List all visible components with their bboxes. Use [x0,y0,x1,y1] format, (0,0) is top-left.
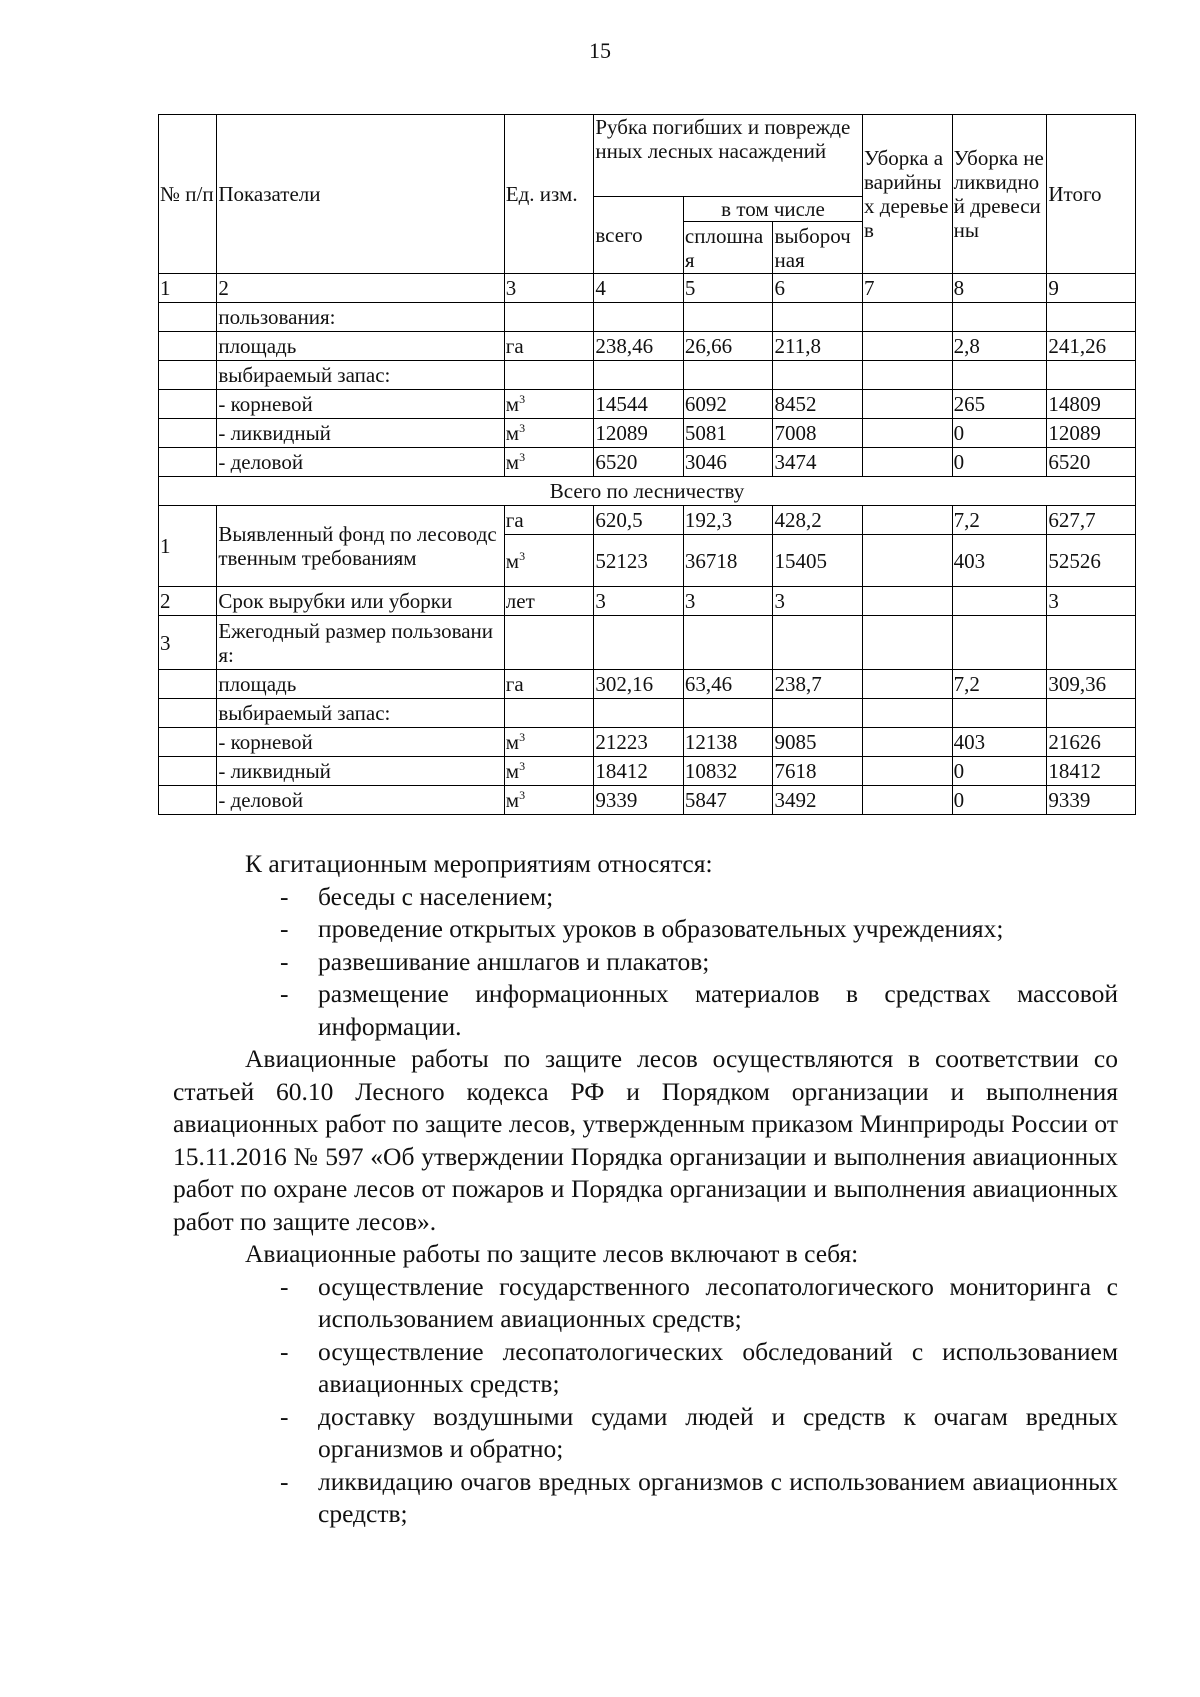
page-number: 15 [589,38,611,63]
unit-cell [504,448,594,477]
unit-exponent: 3 [519,450,526,464]
table-row [159,587,1136,616]
list-dash: - [280,1401,289,1431]
value-cell [863,786,953,815]
table-row [159,670,1136,699]
value-cell: 238,46 [594,332,684,361]
value-cell: 12089 [1047,419,1136,448]
list-item [173,913,1118,946]
table-row [159,303,1136,332]
row-number [159,303,217,332]
unit-text: м [505,730,520,754]
value-cell [683,303,773,332]
unit-cell [504,699,594,728]
value-cell: 403 [952,535,1047,587]
unit-text: лет [505,589,535,613]
value-cell [863,419,953,448]
value-cell [952,361,1047,390]
value-cell: 8452 [773,390,863,419]
table-row [159,757,1136,786]
list-dash: - [280,979,289,1008]
column-number: 7 [863,274,953,303]
value-cell [863,535,953,587]
value-cell: 12089 [594,419,684,448]
row-indicator: - ликвидный [217,757,504,786]
row-indicator: пользования: [217,303,504,332]
aviation-list [173,1271,1118,1531]
unit-cell [504,757,594,786]
value-cell [1047,616,1136,670]
list-item-text: осуществление государственного лесопатологического мониторинга с использованием авиационных средств; [318,1271,1118,1333]
value-cell: 21626 [1047,728,1136,757]
column-number: 1 [159,274,217,303]
unit-text: м [505,450,520,474]
value-cell [594,303,684,332]
list-item [173,1271,1118,1336]
value-cell [773,303,863,332]
value-cell: 14544 [594,390,684,419]
value-cell [863,506,953,535]
list-dash: - [280,946,289,976]
row-number [159,757,217,786]
header-emergency: Уборка аварийных деревьев [863,115,953,274]
row-number [159,361,217,390]
value-cell: 9085 [773,728,863,757]
unit-exponent: 3 [519,730,526,744]
row-number: 2 [159,587,217,616]
list-item [173,1401,1118,1466]
header-unit: Ед. изм. [504,115,594,274]
table-row [159,786,1136,815]
unit-text: м [505,421,520,445]
value-cell: 52123 [594,535,684,587]
value-cell: 10832 [683,757,773,786]
column-number: 5 [683,274,773,303]
value-cell [863,699,953,728]
value-cell [1047,699,1136,728]
list-dash: - [280,914,289,943]
value-cell: 15405 [773,535,863,587]
table-row [159,506,1136,535]
value-cell: 14809 [1047,390,1136,419]
header-num: № п/п [159,115,217,274]
unit-text: га [505,334,524,358]
value-cell: 0 [952,448,1047,477]
value-cell [1047,361,1136,390]
column-number: 4 [594,274,684,303]
value-cell: 6092 [683,390,773,419]
header-selective: выборочная [773,222,863,274]
value-cell: 620,5 [594,506,684,535]
value-cell: 6520 [1047,448,1136,477]
row-number [159,728,217,757]
value-cell: 7618 [773,757,863,786]
value-cell: 2,8 [952,332,1047,361]
unit-exponent: 3 [519,759,526,773]
value-cell: 12138 [683,728,773,757]
value-cell [594,699,684,728]
value-cell: 7,2 [952,506,1047,535]
list-item [173,1336,1118,1401]
value-cell: 36718 [683,535,773,587]
row-number: 1 [159,506,217,587]
unit-text: м [505,759,520,783]
unit-cell [504,332,594,361]
value-cell [863,448,953,477]
unit-cell [504,587,594,616]
value-cell [683,699,773,728]
table-row [159,390,1136,419]
column-number: 9 [1047,274,1136,303]
row-indicator: - корневой [217,728,504,757]
value-cell [1047,303,1136,332]
value-cell: 627,7 [1047,506,1136,535]
table-row [159,361,1136,390]
value-cell: 5081 [683,419,773,448]
row-indicator: Ежегодный размер пользования: [217,616,504,670]
unit-text: га [505,672,524,696]
value-cell: 3 [683,587,773,616]
value-cell: 0 [952,757,1047,786]
forest-protection-table [158,114,1136,815]
table-row [159,728,1136,757]
row-indicator: - деловой [217,786,504,815]
value-cell: 3 [1047,587,1136,616]
table-row [159,448,1136,477]
value-cell: 302,16 [594,670,684,699]
unit-cell [504,506,594,535]
row-number [159,699,217,728]
value-cell [594,616,684,670]
row-indicator: - ликвидный [217,419,504,448]
unit-text: м [505,548,520,573]
value-cell: 0 [952,419,1047,448]
table-row [159,332,1136,361]
value-cell [773,616,863,670]
header-cutting: Рубка погибших и поврежденных лесных насаждений [594,115,863,197]
value-cell [952,303,1047,332]
unit-exponent: 3 [519,548,526,563]
value-cell [773,361,863,390]
value-cell: 403 [952,728,1047,757]
unit-cell [504,303,594,332]
value-cell: 241,26 [1047,332,1136,361]
value-cell [863,390,953,419]
unit-cell [504,361,594,390]
row-number [159,448,217,477]
value-cell: 211,8 [773,332,863,361]
row-number: 3 [159,616,217,670]
value-cell: 3474 [773,448,863,477]
value-cell: 3 [594,587,684,616]
aviation-intro: Авиационные работы по защите лесов включают в себя: [245,1239,859,1268]
value-cell: 265 [952,390,1047,419]
value-cell [863,616,953,670]
row-number [159,419,217,448]
value-cell [952,699,1047,728]
header-total-sub: всего [594,197,684,274]
value-cell [863,303,953,332]
value-cell: 3492 [773,786,863,815]
value-cell: 192,3 [683,506,773,535]
value-cell: 6520 [594,448,684,477]
value-cell: 0 [952,786,1047,815]
value-cell: 7008 [773,419,863,448]
value-cell [863,757,953,786]
unit-cell [504,419,594,448]
unit-exponent: 3 [519,788,526,802]
row-indicator: площадь [217,332,504,361]
value-cell [594,361,684,390]
agitation-list [173,881,1118,1044]
aviation-paragraph: Авиационные работы по защите лесов осуществляются в соответствии со статьей 60.10 Лесного кодекса РФ и Порядком организации и выполнения авиационных работ по защите лесов, утвержденным приказом Минприроды России от 15.11.2016 № 597 «Об утверждении Порядка организации и выполнения авиационных работ по охране лесов от пожаров и Порядка организации и выполнения авиационных работ по защите лесов». [173,1044,1118,1236]
value-cell [863,361,953,390]
list-item-text: размещение информационных материалов в средствах массовой информации. [318,979,1118,1041]
value-cell: 63,46 [683,670,773,699]
list-item-text: проведение открытых уроков в образовательных учреждениях; [318,914,1004,943]
value-cell [952,587,1047,616]
value-cell: 238,7 [773,670,863,699]
value-cell: 21223 [594,728,684,757]
unit-text: м [505,788,520,812]
row-indicator: Выявленный фонд по лесоводственным требованиям [217,506,504,587]
value-cell: 3046 [683,448,773,477]
row-number [159,670,217,699]
column-number: 3 [504,274,594,303]
unit-exponent: 3 [519,392,526,406]
value-cell [683,361,773,390]
header-sum: Итого [1047,115,1136,274]
value-cell: 428,2 [773,506,863,535]
list-dash: - [280,881,289,911]
header-clear: сплошная [683,222,773,274]
row-number [159,390,217,419]
list-item [173,946,1118,979]
list-dash: - [280,1336,289,1366]
value-cell [773,699,863,728]
table-row [159,616,1136,670]
list-item-text: доставку воздушными судами людей и средств к очагам вредных организмов и обратно; [318,1401,1118,1463]
header-including: в том числе [683,197,862,222]
list-dash: - [280,1271,289,1301]
unit-cell [504,390,594,419]
unit-exponent: 3 [519,421,526,435]
row-indicator: - корневой [217,390,504,419]
list-item-text: ликвидацию очагов вредных организмов с использованием авиационных средств; [318,1466,1118,1528]
value-cell: 5847 [683,786,773,815]
value-cell [863,670,953,699]
header-illiquid: Уборка неликвидной древесины [952,115,1047,274]
unit-text: га [505,508,524,532]
row-indicator: выбираемый запас: [217,699,504,728]
section-title: Всего по лесничеству [159,477,1136,506]
value-cell: 309,36 [1047,670,1136,699]
value-cell: 26,66 [683,332,773,361]
row-indicator: площадь [217,670,504,699]
value-cell [683,616,773,670]
column-number: 6 [773,274,863,303]
header-indicator: Показатели [217,115,504,274]
value-cell: 18412 [594,757,684,786]
unit-cell [504,535,594,587]
row-indicator: выбираемый запас: [217,361,504,390]
unit-cell [504,616,594,670]
body-text [173,848,1118,1531]
list-item-text: осуществление лесопатологических обследований с использованием авиационных средств; [318,1336,1118,1398]
row-indicator: Срок вырубки или уборки [217,587,504,616]
table-row [159,699,1136,728]
row-number [159,332,217,361]
value-cell: 18412 [1047,757,1136,786]
value-cell [863,587,953,616]
value-cell [952,616,1047,670]
unit-text: м [505,392,520,416]
list-item [173,881,1118,914]
value-cell [863,728,953,757]
value-cell [863,332,953,361]
value-cell: 3 [773,587,863,616]
agitation-intro: К агитационным мероприятиям относятся: [245,849,713,878]
row-number [159,786,217,815]
value-cell: 7,2 [952,670,1047,699]
unit-cell [504,786,594,815]
list-dash: - [280,1466,289,1496]
list-item-text: развешивание аншлагов и плакатов; [318,946,710,976]
section-row [159,477,1136,506]
table-row [159,419,1136,448]
value-cell: 52526 [1047,535,1136,587]
column-number: 2 [217,274,504,303]
list-item-text: беседы с населением; [318,881,554,911]
value-cell: 9339 [1047,786,1136,815]
list-item [173,978,1118,1043]
unit-cell [504,670,594,699]
unit-cell [504,728,594,757]
value-cell: 9339 [594,786,684,815]
column-number: 8 [952,274,1047,303]
row-indicator: - деловой [217,448,504,477]
list-item [173,1466,1118,1531]
